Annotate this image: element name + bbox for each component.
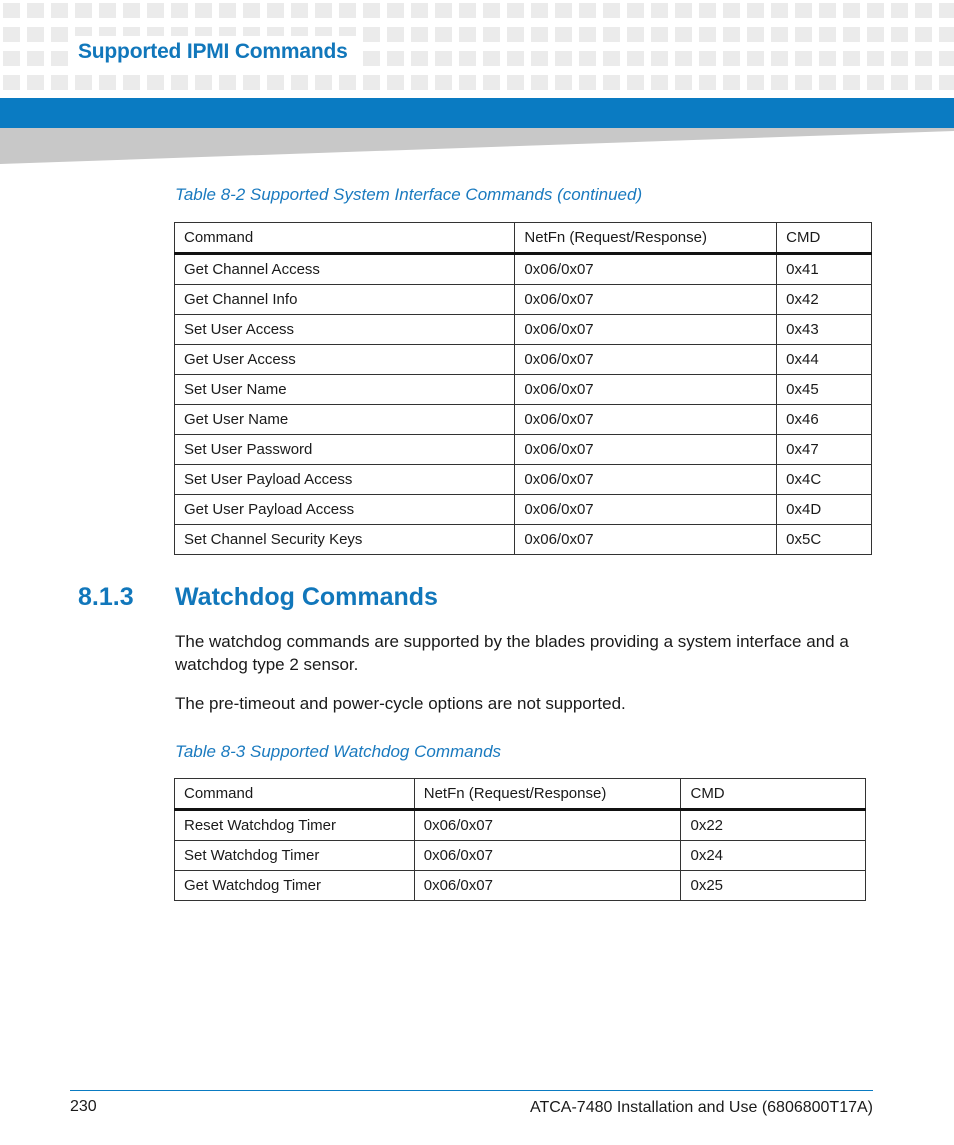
paragraph-2: The pre-timeout and power-cycle options are not supported. — [175, 694, 626, 713]
header-blue-bar — [0, 98, 954, 128]
table-cell: 0x25 — [681, 871, 866, 901]
section-title: Watchdog Commands — [175, 583, 438, 611]
table-cell: Get User Access — [175, 345, 515, 375]
column-header: Command — [175, 779, 415, 810]
table-cell: Set Watchdog Timer — [175, 841, 415, 871]
table-cell: 0x4D — [777, 495, 872, 525]
table-cell: 0x06/0x07 — [515, 435, 777, 465]
table-cell: 0x06/0x07 — [414, 810, 681, 841]
table-8-2 — [174, 222, 872, 555]
table-cell: 0x44 — [777, 345, 872, 375]
table-row — [175, 405, 872, 435]
table-cell: 0x41 — [777, 254, 872, 285]
table-cell: 0x42 — [777, 285, 872, 315]
column-header: NetFn (Request/Response) — [414, 779, 681, 810]
table-row — [175, 375, 872, 405]
section-number: 8.1.3 — [78, 583, 134, 611]
table-cell: 0x45 — [777, 375, 872, 405]
table-cell: 0x06/0x07 — [515, 345, 777, 375]
table-row — [175, 465, 872, 495]
table-8-3-caption: Table 8-3 Supported Watchdog Commands — [175, 742, 502, 761]
table-cell: 0x06/0x07 — [515, 495, 777, 525]
table-cell: 0x06/0x07 — [515, 375, 777, 405]
table-header-row — [175, 223, 872, 254]
table-row — [175, 285, 872, 315]
table-row — [175, 525, 872, 555]
footer-page-number: 230 — [70, 1098, 97, 1115]
table-row — [175, 345, 872, 375]
table-cell: Get Watchdog Timer — [175, 871, 415, 901]
table-cell: 0x06/0x07 — [515, 285, 777, 315]
table-cell: 0x5C — [777, 525, 872, 555]
column-header: NetFn (Request/Response) — [515, 223, 777, 254]
column-header: CMD — [681, 779, 866, 810]
table-cell: 0x46 — [777, 405, 872, 435]
paragraph-1: The watchdog commands are supported by the blades providing a system interface and a watchdog type 2 sensor. — [175, 632, 849, 674]
table-header-row — [175, 779, 866, 810]
table-cell: 0x06/0x07 — [515, 405, 777, 435]
column-header: CMD — [777, 223, 872, 254]
column-header: Command — [175, 223, 515, 254]
table-cell: 0x47 — [777, 435, 872, 465]
table-cell: 0x22 — [681, 810, 866, 841]
table-cell: 0x06/0x07 — [515, 315, 777, 345]
table-row — [175, 495, 872, 525]
table-cell: Set User Name — [175, 375, 515, 405]
table-row — [175, 315, 872, 345]
table-cell: Set User Payload Access — [175, 465, 515, 495]
table-cell: Reset Watchdog Timer — [175, 810, 415, 841]
table-row — [175, 841, 866, 871]
table-row — [175, 435, 872, 465]
table-cell: Get User Payload Access — [175, 495, 515, 525]
table-row — [175, 254, 872, 285]
table-8-3 — [174, 778, 866, 901]
table-cell: Get Channel Info — [175, 285, 515, 315]
table-8-2-caption: Table 8-2 Supported System Interface Commands (continued) — [175, 185, 643, 204]
table-cell: 0x24 — [681, 841, 866, 871]
section-header-title: Supported IPMI Commands — [78, 40, 348, 63]
table-cell: 0x4C — [777, 465, 872, 495]
footer-divider — [70, 1090, 873, 1091]
table-row — [175, 810, 866, 841]
table-cell: 0x06/0x07 — [515, 525, 777, 555]
table-cell: 0x06/0x07 — [414, 841, 681, 871]
header-gray-wedge — [0, 128, 954, 164]
table-cell: Set Channel Security Keys — [175, 525, 515, 555]
table-cell: Get Channel Access — [175, 254, 515, 285]
table-cell: 0x06/0x07 — [515, 254, 777, 285]
table-cell: Get User Name — [175, 405, 515, 435]
table-row — [175, 871, 866, 901]
table-cell: Set User Access — [175, 315, 515, 345]
table-cell: 0x06/0x07 — [515, 465, 777, 495]
table-cell: Set User Password — [175, 435, 515, 465]
table-cell: 0x06/0x07 — [414, 871, 681, 901]
footer-document-title: ATCA-7480 Installation and Use (6806800T17A) — [529, 1099, 873, 1116]
table-cell: 0x43 — [777, 315, 872, 345]
